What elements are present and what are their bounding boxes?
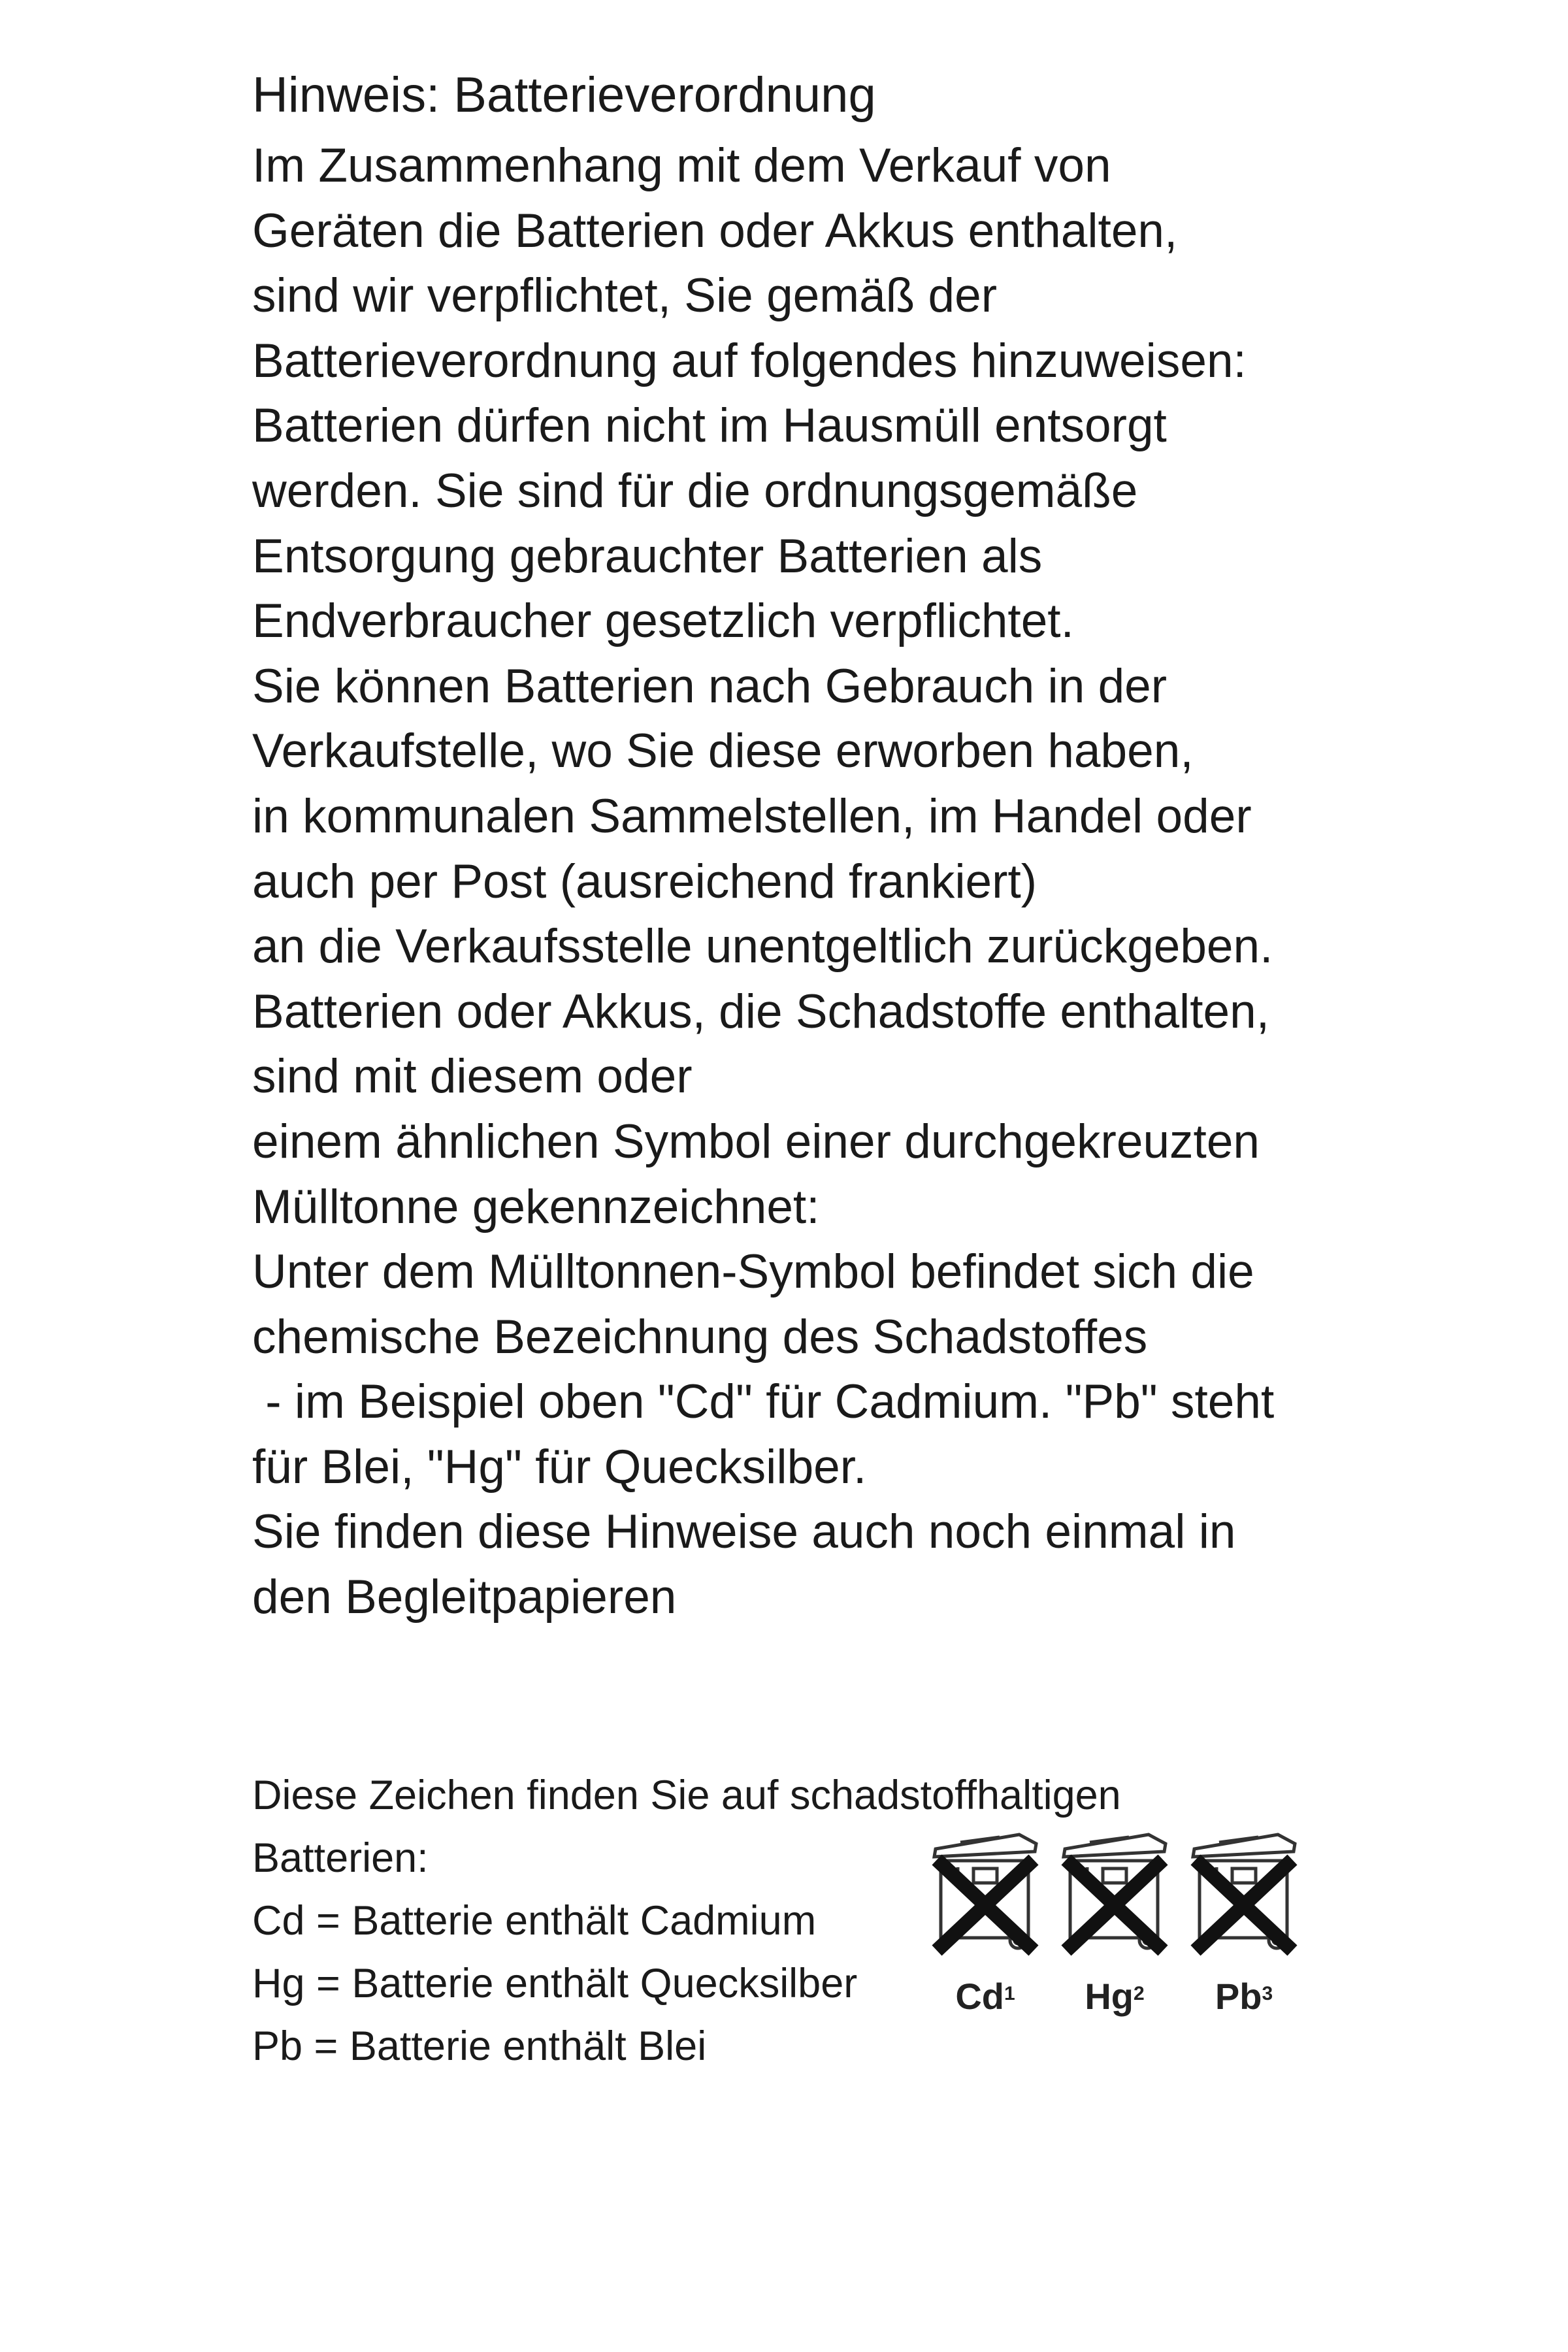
notice-line: an die Verkaufsstelle unentgeltlich zurückgeben. xyxy=(252,920,1273,973)
notice-line: für Blei, "Hg" für Quecksilber. xyxy=(252,1440,867,1494)
symbol-label: Pb xyxy=(1215,1976,1262,2017)
notice-line: chemische Bezeichnung des Schadstoffes xyxy=(252,1310,1148,1364)
signs-legend-item: Hg = Batterie enthält Quecksilber xyxy=(252,1961,858,2006)
notice-line: Sie können Batterien nach Gebrauch in der xyxy=(252,659,1168,713)
crossed-out-bin-icon xyxy=(921,1829,1049,1976)
symbol-superscript: 2 xyxy=(1133,1983,1145,2004)
notice-line: Sie finden diese Hinweise auch noch einmal in xyxy=(252,1505,1236,1559)
notice-line: in kommunalen Sammelstellen, im Handel oder xyxy=(252,789,1252,843)
notice-line: Verkaufstelle, wo Sie diese erworben haben, xyxy=(252,725,1194,778)
symbol-pb xyxy=(1180,1829,1308,2025)
symbol-superscript: 3 xyxy=(1262,1983,1273,2004)
symbol-label: Hg xyxy=(1085,1976,1134,2017)
notice-line: Mülltonne gekennzeichnet: xyxy=(252,1180,820,1233)
notice-line: Batterien oder Akkus, die Schadstoffe enthalten, xyxy=(252,985,1270,1038)
crossed-out-bin-icon xyxy=(1051,1829,1179,1976)
notice-line: Unter dem Mülltonnen-Symbol befindet sich die xyxy=(252,1245,1254,1299)
crossed-out-bin-icon xyxy=(1180,1829,1308,1976)
symbol-label: Cd xyxy=(955,1976,1004,2017)
notice-line: Im Zusammenhang mit dem Verkauf von xyxy=(252,139,1111,192)
signs-legend-item: Cd = Batterie enthält Cadmium xyxy=(252,1898,817,1944)
symbol-hg xyxy=(1051,1829,1179,2025)
page-title: Hinweis: Batterieverordnung xyxy=(252,67,876,123)
notice-line: Endverbraucher gesetzlich verpflichtet. xyxy=(252,595,1074,648)
notice-line: Entsorgung gebrauchter Batterien als xyxy=(252,529,1043,583)
notice-line: den Begleitpapieren xyxy=(252,1571,677,1624)
notice-line: einem ähnlichen Symbol einer durchgekreuzten xyxy=(252,1115,1260,1168)
notice-line: sind mit diesem oder xyxy=(252,1050,693,1103)
symbol-cd xyxy=(921,1829,1049,2025)
notice-line: - im Beispiel oben "Cd" für Cadmium. "Pb" steht xyxy=(252,1375,1275,1429)
notice-line: auch per Post (ausreichend frankiert) xyxy=(252,855,1037,908)
notice-body xyxy=(252,133,1428,1630)
notice-line: werden. Sie sind für die ordnungsgemäße xyxy=(252,464,1138,517)
battery-symbols xyxy=(921,1829,1313,2025)
symbol-superscript: 1 xyxy=(1004,1983,1015,2004)
signs-intro-line: Diese Zeichen finden Sie auf schadstoffhaltigen xyxy=(252,1772,1121,1818)
notice-line: sind wir verpflichtet, Sie gemäß der xyxy=(252,269,998,323)
notice-line: Batterien dürfen nicht im Hausmüll entsorgt xyxy=(252,399,1167,453)
signs-legend-item: Pb = Batterie enthält Blei xyxy=(252,2023,707,2069)
notice-line: Geräten die Batterien oder Akkus enthalten, xyxy=(252,204,1178,257)
notice-line: Batterieverordnung auf folgendes hinzuweisen: xyxy=(252,334,1247,387)
signs-intro-line: Batterien: xyxy=(252,1835,429,1881)
signs-legend xyxy=(252,1764,1121,2078)
